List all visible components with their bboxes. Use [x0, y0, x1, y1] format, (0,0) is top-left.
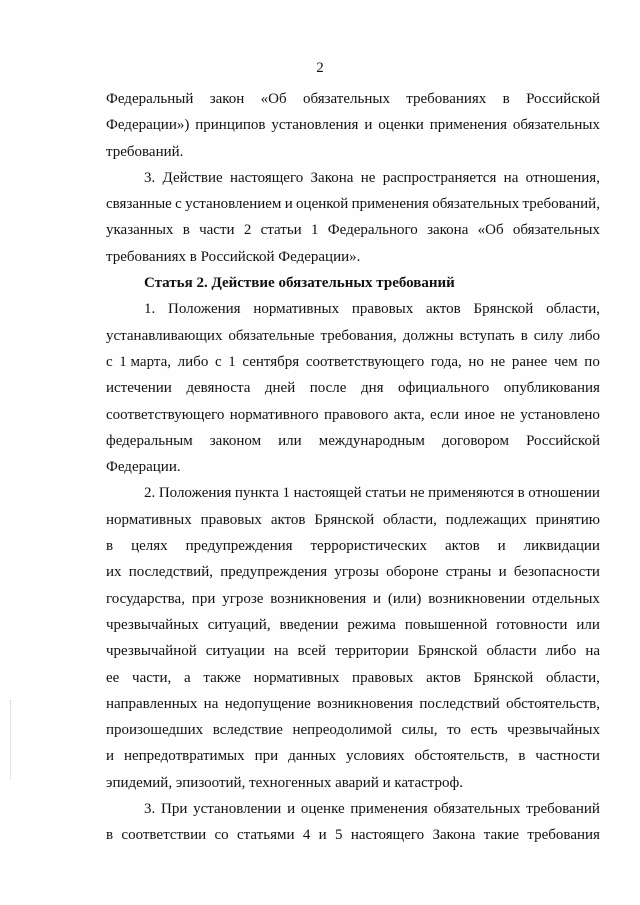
word: 4	[302, 827, 311, 844]
text-line	[106, 743, 600, 769]
word: обороне	[386, 564, 439, 581]
word: федеральным	[106, 432, 193, 449]
word: «Об	[477, 222, 504, 239]
word: в	[106, 827, 114, 844]
word: чрезвычайных	[507, 722, 600, 739]
word: «Об	[260, 91, 287, 107]
word: в	[520, 327, 528, 344]
word: и	[318, 827, 327, 844]
text-line	[106, 507, 600, 533]
word: обязательных	[302, 91, 390, 107]
word: со	[214, 827, 229, 844]
word: и	[498, 564, 507, 581]
word: соответствии	[121, 827, 207, 844]
word: статьями	[237, 827, 295, 844]
word: установлением	[185, 196, 282, 213]
word: последствий,	[128, 564, 213, 581]
word: области	[486, 643, 537, 660]
word: на	[585, 643, 600, 660]
word: нормативных	[253, 669, 340, 686]
paragraph-p3	[106, 165, 600, 270]
word: а	[183, 669, 191, 686]
word: международным	[318, 432, 425, 449]
word: области,	[545, 669, 600, 686]
word: Российской	[526, 432, 600, 449]
word: ситуации	[205, 643, 265, 660]
word: Федеральный	[106, 91, 194, 107]
paragraph-heading	[106, 270, 600, 296]
word: актов	[445, 538, 480, 555]
text-line	[106, 296, 600, 322]
word: истечении	[106, 380, 172, 397]
word: такие	[483, 827, 520, 844]
word: в	[502, 91, 510, 107]
word: террористических	[310, 538, 428, 555]
word: силы,	[401, 722, 438, 739]
text-line	[106, 638, 600, 664]
word: повышенной	[404, 616, 488, 633]
word: статьи	[365, 485, 407, 502]
word: обязательных	[512, 117, 600, 134]
word: девяноста	[186, 380, 251, 397]
word: 1	[228, 353, 236, 370]
text-line	[106, 717, 600, 743]
word: и	[106, 748, 115, 765]
word: применения	[351, 196, 429, 213]
word: и	[284, 196, 293, 213]
word: 3.	[144, 169, 156, 186]
text-line	[106, 428, 600, 454]
word: не	[490, 353, 506, 370]
word: нормативных	[253, 301, 340, 318]
word: ранее	[511, 353, 548, 370]
text-line	[106, 665, 600, 691]
text-line	[106, 822, 600, 848]
word: Брянской	[473, 669, 534, 686]
word: на	[203, 695, 219, 712]
word: соответствующего	[305, 353, 425, 370]
word: при	[191, 590, 216, 607]
word: государства,	[106, 590, 185, 607]
word: 2	[243, 222, 252, 239]
word: данных	[288, 748, 337, 765]
word: в	[518, 748, 526, 765]
text-line	[106, 323, 600, 349]
word: частности	[535, 748, 600, 765]
word: требования,	[320, 327, 397, 344]
word: при	[254, 748, 279, 765]
word: отдельных	[532, 590, 600, 607]
word: статьи	[260, 222, 302, 239]
word: либо	[569, 327, 600, 344]
word: в	[517, 485, 525, 502]
word: отношения,	[525, 169, 600, 186]
word: если	[429, 406, 460, 423]
word: сентября	[242, 353, 300, 370]
word: применяются	[428, 485, 515, 502]
word: требования	[527, 827, 600, 844]
word: в	[106, 538, 114, 555]
word: и	[287, 801, 296, 818]
word: безопасности	[513, 564, 600, 581]
word: применения	[350, 801, 428, 818]
word: Брянской	[314, 511, 375, 528]
word: силу	[533, 327, 564, 344]
word: в	[182, 222, 190, 239]
word: либо	[177, 353, 209, 370]
word: чем	[553, 353, 578, 370]
text-line: эпидемий, эпизоотий, техногенных аварий и катастроф.	[106, 774, 463, 791]
word: установлено	[520, 406, 600, 423]
word: 1 марта,	[119, 353, 172, 370]
word: оценке	[300, 801, 345, 818]
word: возникновении	[428, 590, 526, 607]
word: дня	[360, 380, 384, 397]
word: 1.	[144, 301, 156, 318]
word: введении	[279, 616, 339, 633]
word: есть	[470, 722, 498, 739]
word: с	[106, 353, 113, 370]
word: официального	[398, 380, 490, 397]
text-line	[106, 559, 600, 585]
word: соответствующего	[106, 406, 225, 423]
word: непредотвратимых	[123, 748, 245, 765]
word: области,	[383, 511, 437, 528]
word: направленных	[106, 695, 198, 712]
word: части	[199, 222, 235, 239]
text-line	[106, 112, 600, 138]
text-line	[106, 165, 600, 191]
text-line	[106, 796, 600, 822]
paragraph-art2p2	[106, 480, 600, 796]
word: возникновения	[270, 590, 367, 607]
word: опубликования	[503, 380, 600, 397]
word: связанные	[106, 196, 172, 213]
word: Положения	[168, 301, 241, 318]
word: вследствие	[212, 722, 283, 739]
word: установления	[271, 117, 359, 134]
word: вступать	[459, 327, 515, 344]
word: подлежащих	[445, 511, 527, 528]
word: с	[214, 353, 222, 370]
word: угрозы	[334, 564, 379, 581]
word: возникновения	[317, 695, 413, 712]
word: Федерации»)	[106, 117, 190, 134]
text-line	[106, 402, 600, 428]
word: или	[576, 616, 600, 633]
text-line: требований.	[106, 143, 184, 160]
word: обязательные	[228, 327, 315, 344]
word: последствий	[419, 695, 500, 712]
word: настоящего	[229, 169, 304, 186]
text-line: Федерации.	[106, 459, 181, 476]
scan-margin-artifact	[10, 700, 13, 780]
word: устанавливающих	[106, 327, 223, 344]
word: закон	[209, 91, 245, 107]
word: правовых	[352, 669, 414, 686]
word: обстоятельств,	[414, 748, 509, 765]
word: их	[106, 564, 122, 581]
paragraph-art2p1	[106, 296, 600, 480]
word: должны	[402, 327, 454, 344]
word: нормативного	[229, 406, 319, 423]
word: условиях	[345, 748, 405, 765]
word: но	[468, 353, 484, 370]
word: обязательных	[433, 801, 521, 818]
word: Брянской	[473, 301, 534, 318]
text-line	[106, 375, 600, 401]
text-line	[106, 691, 600, 717]
word: предупреждения	[185, 538, 293, 555]
word: то	[447, 722, 461, 739]
word: на	[273, 643, 289, 660]
text-line	[106, 586, 600, 612]
word: области,	[546, 301, 600, 318]
word: настоящей	[293, 485, 362, 502]
word: актов	[426, 301, 461, 318]
word: принятию	[535, 511, 600, 528]
article-heading: Статья 2. Действие обязательных требований	[144, 275, 455, 292]
page-number: 2	[316, 60, 324, 76]
word: 5	[335, 827, 343, 844]
word: чрезвычайных	[106, 616, 199, 633]
word: на	[503, 169, 519, 186]
word: режима	[347, 616, 396, 633]
word: Брянской	[417, 643, 478, 660]
text-line	[106, 612, 600, 638]
word: договором	[441, 432, 510, 449]
word: акта,	[393, 406, 425, 423]
word: настоящего	[350, 827, 425, 844]
word: Действие	[162, 169, 223, 186]
text-line	[106, 349, 600, 375]
word: Положения	[158, 485, 232, 502]
text-line	[106, 533, 600, 559]
word: предупреждения	[220, 564, 328, 581]
word: нормативных	[106, 511, 192, 528]
word: всей	[297, 643, 327, 660]
word: не	[360, 169, 376, 186]
word: с	[175, 196, 182, 213]
word: либо	[545, 643, 577, 660]
word: обязательных	[512, 222, 600, 239]
word: по	[584, 353, 600, 370]
word: угрозе	[222, 590, 264, 607]
word: оценки	[378, 117, 424, 134]
word: 1	[282, 485, 291, 502]
word: обстоятельств,	[506, 695, 600, 712]
word: требованиях	[406, 91, 487, 107]
word: ситуаций,	[207, 616, 271, 633]
text-line	[106, 480, 600, 506]
word: требований	[526, 801, 600, 818]
word: части,	[132, 669, 172, 686]
text-line	[106, 191, 600, 217]
word: 1	[310, 222, 319, 239]
paragraph-intro	[106, 86, 600, 165]
word: правового	[323, 406, 389, 423]
word: требований,	[522, 196, 600, 213]
text-line	[106, 86, 600, 112]
word: после	[309, 380, 347, 397]
word: непреодолимой	[292, 722, 392, 739]
word: ее	[106, 669, 120, 686]
word: Российской	[526, 91, 600, 107]
word: правовых	[200, 511, 262, 528]
word: не	[409, 485, 425, 502]
word: или	[278, 432, 302, 449]
word: Закона	[432, 827, 476, 844]
word: применения	[429, 117, 508, 134]
word: законом	[209, 432, 262, 449]
word: также	[203, 669, 241, 686]
word: распространяется	[382, 169, 497, 186]
document-body	[106, 86, 600, 849]
word: недопущение	[224, 695, 311, 712]
word: принципов	[195, 117, 266, 134]
paragraph-art2p3	[106, 796, 600, 849]
word: Федерального	[327, 222, 418, 239]
word: 3.	[144, 801, 156, 818]
word: года,	[430, 353, 462, 370]
text-line	[106, 217, 600, 243]
word: страны	[445, 564, 492, 581]
word: не	[500, 406, 515, 423]
word: и	[497, 538, 506, 555]
word: пункта	[234, 485, 279, 502]
word: правовых	[351, 301, 414, 318]
word: и	[364, 117, 373, 134]
text-line: требованиях в Российской Федерации».	[106, 248, 361, 265]
word: установлении	[193, 801, 282, 818]
word: готовности	[496, 616, 568, 633]
word: При	[161, 801, 188, 818]
word: целях	[131, 538, 168, 555]
word: произошедших	[106, 722, 204, 739]
word: отношении	[528, 485, 600, 502]
word: актов	[426, 669, 461, 686]
word: оценкой	[296, 196, 349, 213]
word: закона	[427, 222, 469, 239]
word: территории	[335, 643, 409, 660]
word: обязательных	[432, 196, 520, 213]
word: указанных	[106, 222, 174, 239]
word: чрезвычайной	[106, 643, 197, 660]
word: дней	[264, 380, 296, 397]
word: Закона	[310, 169, 354, 186]
word: и	[372, 590, 382, 607]
word: 2.	[144, 485, 156, 502]
word: (или)	[387, 590, 422, 607]
word: актов	[270, 511, 306, 528]
word: иное	[464, 406, 495, 423]
word: ликвидации	[523, 538, 600, 555]
